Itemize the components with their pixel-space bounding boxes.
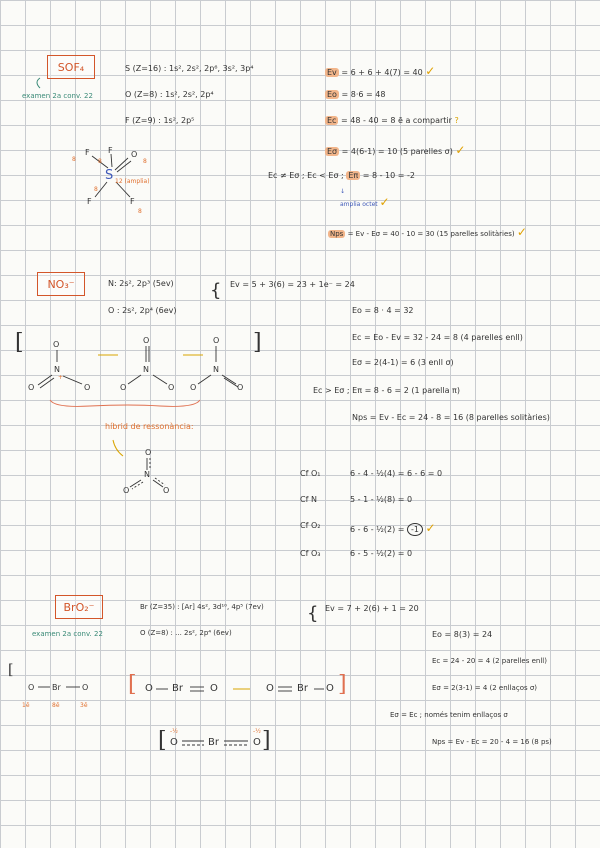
- bro2-r1-br: Br: [172, 683, 183, 694]
- bro2-title: BrO₂⁻: [63, 600, 95, 614]
- sof4-atom-o: O: [131, 150, 138, 159]
- sof4-atom-f1: F: [85, 148, 90, 157]
- bro2-r1-o1: O: [145, 683, 153, 694]
- nps-label: Nps: [330, 230, 344, 238]
- no3-config-o: O : 2s², 2p⁴ (6ev): [108, 306, 177, 315]
- cf-label-o1: Cf O₁: [300, 469, 321, 478]
- no3-hibrid-o-top: O: [145, 448, 152, 457]
- no3-hibrid-label: híbrid de ressonància:: [105, 422, 194, 431]
- bro2-config-br: Br (Z=35) : [Ar] 4s², 3d¹⁰, 4p⁵ (7ev): [140, 603, 264, 611]
- no3-r1-n: N: [54, 365, 60, 374]
- sof4-ev-line: Ev = 6 + 6 + 4(7) = 40 ✓: [327, 64, 436, 78]
- bro2-eq: Eσ = Ec ; només tenim enllaços σ: [390, 711, 508, 719]
- check-icon: ✓: [425, 521, 436, 535]
- no3-hibrid-o-left: O: [123, 486, 130, 495]
- sof4-electrons-f3: 8: [94, 186, 98, 193]
- es-label: Eσ: [327, 147, 338, 156]
- sof4-eo-line: Eo = 8·6 = 48: [327, 90, 386, 99]
- no3-bracket-left: [: [15, 330, 24, 355]
- cf-label-n: Cf N: [300, 495, 317, 504]
- no3-r2-o-right: O: [168, 383, 175, 392]
- bro2-hybrid-charge2: -½: [253, 728, 261, 735]
- bro2-hybrid-o2: O: [253, 737, 261, 748]
- bro2-ec: Ec = 24 - 20 = 4 (2 parelles enll): [432, 657, 547, 665]
- bro2-lewis-o2: O: [82, 683, 89, 692]
- sof4-electrons-o: 8: [143, 158, 147, 165]
- cf-expr-o2: 6 - 6 - ½(2) = -1 ✓: [350, 521, 436, 535]
- bro2-ev-1: 1ē: [22, 702, 30, 709]
- bro2-es: Eσ = 2(3-1) = 4 (2 enllaços σ): [432, 684, 538, 692]
- no3-r1-o-top: O: [53, 340, 60, 349]
- bro2-r1-o2: O: [210, 683, 218, 694]
- bro2-r2-o2: O: [326, 683, 334, 694]
- arrow-icon: ↓: [340, 188, 346, 195]
- ev-label: Ev: [327, 68, 337, 77]
- sof4-note: examen 2a conv. 22: [22, 92, 93, 100]
- sof4-ec-line: Ec = 48 - 40 = 8 ē a compartir ?: [327, 116, 459, 125]
- bro2-config-o: O (Z=8) : ... 2s², 2p⁴ (6ev): [140, 629, 232, 637]
- cf-expr-n: 5 - 1 - ½(8) = 0: [350, 495, 413, 504]
- no3-nps: Nps = Ev - Ec = 24 - 8 = 16 (8 parelles solitàries): [352, 413, 550, 422]
- no3-config-n: N: 2s², 2p³ (5ev): [108, 279, 174, 288]
- no3-r3-o-left: O: [190, 383, 197, 392]
- eo-label: Eo: [327, 90, 337, 99]
- cf-label-o3: Cf O₃: [300, 549, 321, 558]
- no3-es: Eσ = 2(4-1) = 6 (3 enll σ): [352, 358, 454, 367]
- no3-ec: Ec = Eo - Ev = 32 - 24 = 8 (4 parelles enll): [352, 333, 523, 342]
- bro2-ev-2: 8ē: [52, 702, 60, 709]
- no3-eo: Eo = 8 · 4 = 32: [352, 306, 414, 315]
- cf-expr-o3: 6 - 5 - ½(2) = 0: [350, 549, 413, 558]
- no3-r1-o-left: O: [28, 383, 35, 392]
- bro2-note: examen 2a conv. 22: [32, 630, 103, 638]
- sof4-electrons-f1: 8: [72, 156, 76, 163]
- no3-brace: {: [210, 280, 222, 301]
- sof4-ampl-label: 12 (amplia): [115, 178, 150, 185]
- no3-bracket-right: ]: [253, 330, 262, 355]
- check-icon: ✓: [455, 143, 466, 157]
- sof4-nps-line: Nps = Ev - Eσ = 40 - 10 = 30 (15 parelles solitàries) ✓: [330, 225, 527, 239]
- no3-epi: Ec > Eσ ; Eπ = 8 - 6 = 2 (1 parella π): [313, 386, 460, 395]
- no3-r3-o-right: O: [237, 383, 244, 392]
- no3-hibrid-o-right: O: [163, 486, 170, 495]
- bro2-eo: Eo = 8(3) = 24: [432, 630, 493, 639]
- question-icon: ?: [454, 116, 459, 125]
- ec-label: Ec: [327, 116, 337, 125]
- cf-label-o2: Cf O₂: [300, 521, 321, 530]
- bro2-hybrid-bracket-left: [: [158, 728, 167, 753]
- bro2-lewis-o1: O: [28, 683, 35, 692]
- cf-result-o2: -1: [407, 523, 423, 536]
- bro2-ev-3: 3ē: [80, 702, 88, 709]
- check-icon: ✓: [516, 225, 527, 239]
- sof4-title: SOF₄: [57, 60, 85, 74]
- sof4-es-line: Eσ = 4(6-1) = 10 (5 parelles σ) ✓: [327, 143, 466, 157]
- sof4-atom-f3: F: [87, 197, 92, 206]
- no3-r2-o-left: O: [120, 383, 127, 392]
- bro2-brace: {: [307, 603, 319, 624]
- no3-title: NO₃⁻: [47, 277, 75, 291]
- check-icon: ✓: [379, 195, 390, 209]
- no3-ev: Ev = 5 + 3(6) = 23 + 1e⁻ = 24: [230, 280, 355, 289]
- sof4-compare-line: Ec ≠ Eσ ; Ec < Eσ ; Eπ = 8 - 10 = -2: [268, 171, 415, 180]
- sof4-config-f: F (Z=9) : 1s², 2p⁵: [125, 116, 195, 125]
- sof4-atom-s: S: [105, 168, 114, 183]
- no3-hibrid-n: N: [144, 470, 150, 479]
- no3-r2-n: N: [143, 365, 149, 374]
- epi-label: Eπ: [348, 171, 359, 180]
- bro2-r2-o1: O: [266, 683, 274, 694]
- sof4-electrons-f4: 8: [138, 208, 142, 215]
- bro2-hybrid-bracket-right: ]: [262, 728, 271, 753]
- cf-expr-o1: 6 - 4 - ½(4) = 6 - 6 = 0: [350, 469, 443, 478]
- bro2-hybrid-o1: O: [170, 737, 178, 748]
- no3-r1-plus: +: [58, 374, 64, 381]
- no3-r3-n: N: [213, 365, 219, 374]
- bro2-nps: Nps = Ev - Ec = 20 - 4 = 16 (8 ps): [432, 738, 552, 746]
- bro2-r2-br: Br: [297, 683, 308, 694]
- sof4-atom-f2: F: [108, 146, 113, 155]
- bro2-hybrid-charge1: -½: [170, 728, 178, 735]
- bro2-res-bracket-left: [: [128, 672, 137, 697]
- bro2-res-bracket-right: ]: [338, 672, 347, 697]
- sof4-electrons-f2: 8: [98, 158, 102, 165]
- no3-r3-o-top: O: [213, 336, 220, 345]
- bro2-hybrid-br: Br: [208, 737, 219, 748]
- bro2-ev: Ev = 7 + 2(6) + 1 = 20: [325, 604, 419, 613]
- bro2-lewis-br: Br: [52, 683, 61, 692]
- no3-r2-o-top: O: [143, 336, 150, 345]
- sof4-config-s: S (Z=16) : 1s², 2s², 2p⁶, 3s², 3p⁴: [125, 64, 254, 73]
- check-icon: ✓: [425, 64, 436, 78]
- sof4-atom-f4: F: [130, 197, 135, 206]
- sof4-config-o: O (Z=8) : 1s², 2s², 2p⁴: [125, 90, 214, 99]
- no3-r1-o-right: O: [84, 383, 91, 392]
- bro2-lewis-bracket: [: [8, 662, 14, 678]
- sof4-ampliar: ↓ amplia octet ✓: [340, 188, 390, 209]
